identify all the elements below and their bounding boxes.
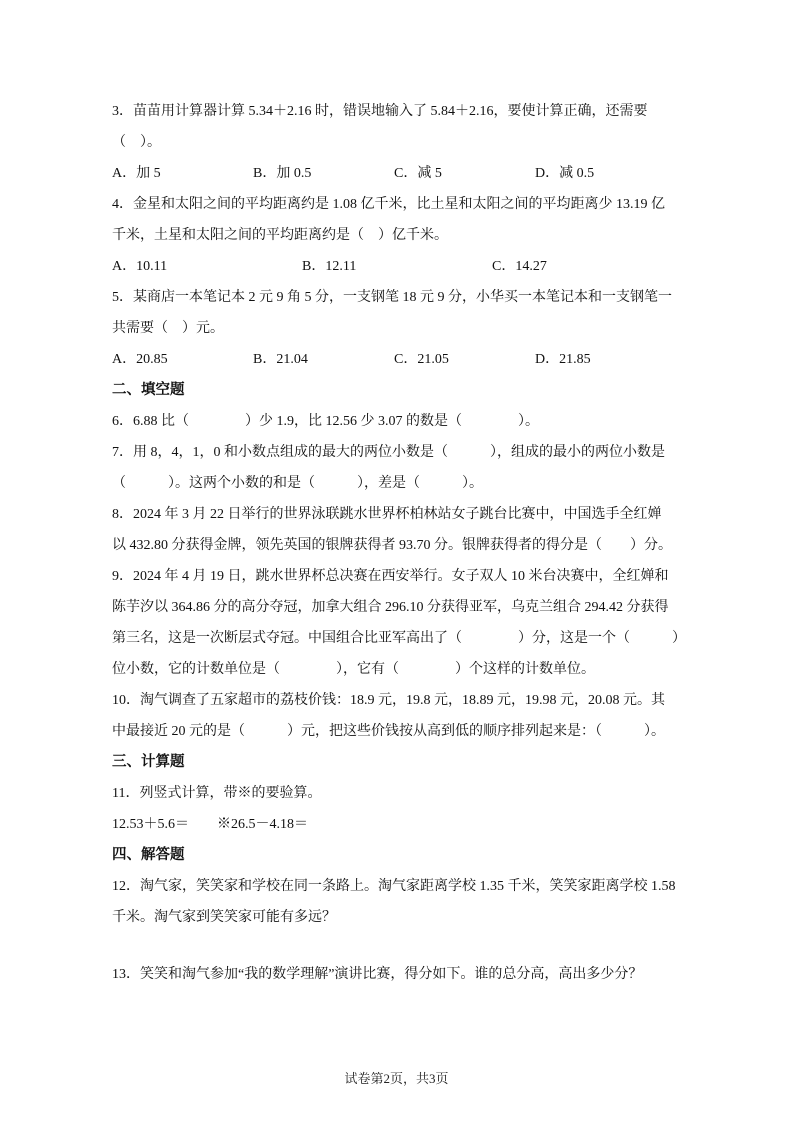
question-line: 共需要（ ）元。: [112, 321, 224, 336]
option-item: C．减 5: [394, 166, 442, 181]
question-line: 12.53＋5.6＝ ※26.5－4.18＝: [112, 817, 308, 832]
question-line: 5．某商店一本笔记本 2 元 9 角 5 分，一支钢笔 18 元 9 分，小华买一本笔记本和一支钢笔一: [112, 290, 672, 305]
option-item: D．21.85: [535, 352, 591, 367]
question-line: 9．2024 年 4 月 19 日，跳水世界杯总决赛在西安举行。女子双人 10 米台决赛中，全红婵和: [112, 569, 669, 584]
question-line: 6．6.88 比（ ）少 1.9，比 12.56 少 3.07 的数是（ ）。: [112, 414, 539, 429]
spacer: [112, 933, 690, 959]
option-item: B．加 0.5: [253, 166, 312, 181]
question-line: 7．用 8，4，1，0 和小数点组成的最大的两位小数是（ ），组成的最小的两位小数是: [112, 445, 665, 460]
option-item: A．10.11: [112, 259, 168, 274]
question-line: 第三名，这是一次断层式夺冠。中国组合比亚军高出了（ ）分，这是一个（ ）: [112, 631, 686, 646]
question-line: 10．淘气调查了五家超市的荔枝价钱：18.9 元，19.8 元，18.89 元，19.98 元，20.08 元。其: [112, 693, 665, 708]
question-line: （ ）。这两个小数的和是（ ），差是（ ）。: [112, 476, 483, 491]
question-line: 11．列竖式计算，带※的要验算。: [112, 786, 322, 801]
question-line: 13．笑笑和淘气参加“我的数学理解”演讲比赛，得分如下。谁的总分高，高出多少分？: [112, 967, 643, 982]
section-heading: 三、计算题: [112, 754, 185, 770]
options-row: [112, 344, 690, 375]
section-heading: 四、解答题: [112, 847, 185, 863]
option-item: C．21.05: [394, 352, 449, 367]
exam-content: [112, 96, 690, 990]
page-footer: 试卷第2页，共3页: [344, 1071, 449, 1086]
question-line: 12．淘气家，笑笑家和学校在同一条路上。淘气家距离学校 1.35 千米，笑笑家距离学校 1.58: [112, 879, 676, 894]
question-line: 以 432.80 分获得金牌，领先英国的银牌获得者 93.70 分。银牌获得者的得分是（ ）分。: [112, 538, 672, 553]
option-item: B．12.11: [302, 259, 357, 274]
option-item: C．14.27: [492, 259, 547, 274]
question-line: 位小数，它的计数单位是（ ），它有（ ）个这样的计数单位。: [112, 662, 595, 677]
option-item: A．20.85: [112, 352, 168, 367]
question-line: 4．金星和太阳之间的平均距离约是 1.08 亿千米，比土星和太阳之间的平均距离少 13.19 亿: [112, 197, 665, 212]
question-line: 陈芋汐以 364.86 分的高分夺冠，加拿大组合 296.10 分获得亚军，乌克兰组合 294.42 分获得: [112, 600, 669, 615]
question-line: 中最接近 20 元的是（ ）元，把这些价钱按从高到低的顺序排列起来是：（ ）。: [112, 724, 665, 739]
option-item: D．减 0.5: [535, 166, 595, 181]
question-line: 千米，土星和太阳之间的平均距离约是（ ）亿千米。: [112, 228, 448, 243]
options-row: [112, 251, 690, 282]
section-heading: 二、填空题: [112, 382, 185, 398]
option-item: A．加 5: [112, 166, 161, 181]
question-line: 3．苗苗用计算器计算 5.34＋2.16 时，错误地输入了 5.84＋2.16，要使计算正确，还需要: [112, 104, 648, 119]
question-line: （ ）。: [112, 135, 161, 150]
options-row: [112, 158, 690, 189]
option-item: B．21.04: [253, 352, 308, 367]
question-line: 千米。淘气家到笑笑家可能有多远？: [112, 910, 336, 925]
question-line: 8．2024 年 3 月 22 日举行的世界泳联跳水世界杯柏林站女子跳台比赛中，中国选手全红婵: [112, 507, 662, 522]
